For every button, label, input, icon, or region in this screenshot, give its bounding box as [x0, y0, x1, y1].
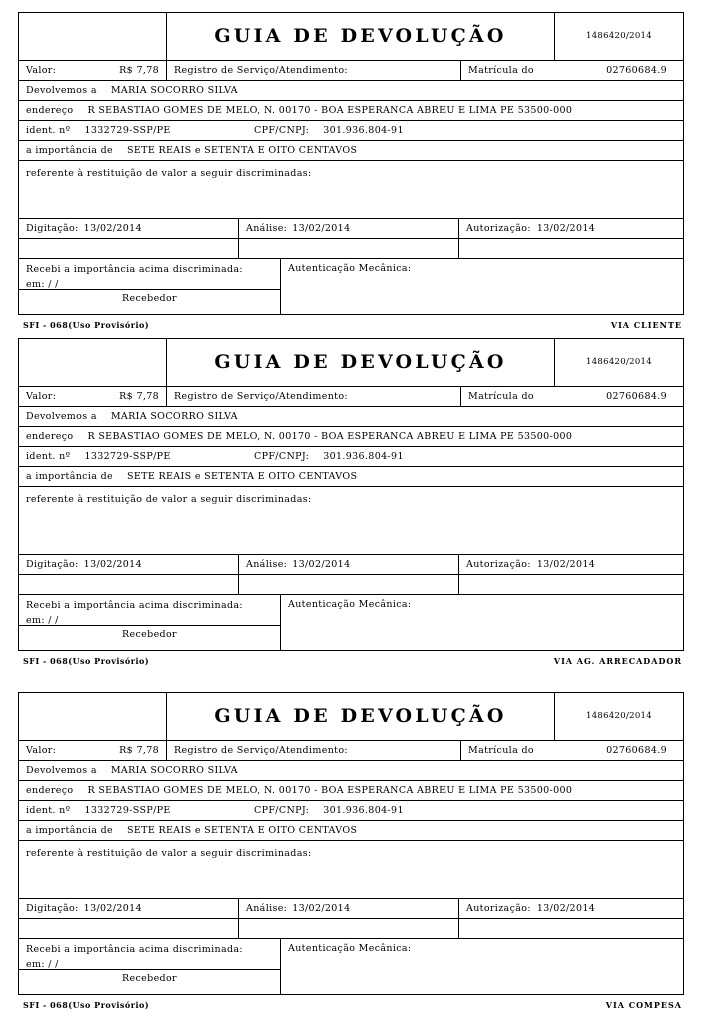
header-band — [19, 693, 683, 741]
via-label: VIA CLIENTE — [610, 320, 682, 330]
cpf-cell — [247, 801, 683, 820]
devolvemos-cell — [19, 81, 683, 100]
analise-value: 13/02/2014 — [292, 222, 351, 234]
dates-row — [19, 555, 683, 575]
digitacao-label: Digitação: — [26, 222, 79, 234]
recebi-row — [19, 595, 683, 650]
autenticacao-label: Autenticação Mecânica: — [288, 263, 412, 274]
autorizacao-label: Autorização: — [466, 902, 531, 914]
importancia-value: SETE REAIS e SETENTA E OITO CENTAVOS — [127, 144, 358, 156]
ident-row — [19, 121, 683, 141]
devolvemos-value: MARIA SOCORRO SILVA — [110, 764, 238, 776]
devolvemos-label: Devolvemos a — [26, 410, 97, 422]
valor-cell — [19, 741, 167, 760]
cpf-value: 301.936.804-91 — [323, 804, 404, 816]
voucher-frame — [18, 692, 684, 995]
ident-label: ident. nº — [26, 804, 71, 816]
importancia-label: a importância de — [26, 470, 114, 482]
registro-label: Registro de Serviço/Atendimento: — [167, 61, 461, 80]
matricula-cell — [461, 61, 683, 80]
dates-row — [19, 899, 683, 919]
digitacao-cell — [19, 899, 239, 918]
document-title-cell — [167, 693, 555, 740]
signature-blank-row — [19, 575, 683, 595]
endereco-value: R SEBASTIAO GOMES DE MELO, N. 00170 - BOA ESPERANCA ABREU E LIMA PE 53500-000 — [87, 430, 573, 442]
recebi-line-1: Recebi a importância acima discriminada: — [26, 600, 243, 611]
document-title-cell — [167, 339, 555, 386]
form-code: SFI - 068(Uso Provisório) — [23, 1000, 150, 1010]
analise-cell — [239, 555, 459, 574]
matricula-label: Matrícula do — [468, 390, 534, 402]
matricula-value: 02760684.9 — [606, 390, 667, 402]
digitacao-cell — [19, 555, 239, 574]
valor-label: Valor: — [26, 744, 57, 756]
importancia-cell — [19, 821, 683, 840]
recebedor-label: Recebedor — [122, 629, 177, 640]
voucher-frame — [18, 12, 684, 315]
ident-row — [19, 447, 683, 467]
recebi-left-block — [19, 259, 281, 314]
digitacao-value: 13/02/2014 — [83, 558, 142, 570]
document-number: 1486420/2014 — [586, 357, 652, 368]
valor-row — [19, 741, 683, 761]
devolvemos-label: Devolvemos a — [26, 764, 97, 776]
voucher-frame — [18, 338, 684, 651]
digitacao-label: Digitação: — [26, 558, 79, 570]
autorizacao-cell — [459, 899, 683, 918]
valor-value: R$ 7,78 — [119, 744, 159, 756]
cpf-label: CPF/CNPJ: — [254, 124, 310, 136]
endereco-row — [19, 101, 683, 121]
cpf-cell — [247, 447, 683, 466]
autorizacao-signature-box[interactable] — [459, 575, 683, 594]
endereco-cell — [19, 101, 683, 120]
voucher-footer-1 — [18, 315, 684, 330]
cpf-value: 301.936.804-91 — [323, 450, 404, 462]
devolvemos-value: MARIA SOCORRO SILVA — [110, 84, 238, 96]
importancia-label: a importância de — [26, 144, 114, 156]
endereco-row — [19, 781, 683, 801]
signature-blank-row — [19, 239, 683, 259]
valor-row — [19, 387, 683, 407]
referente-text: referente à restituição de valor a seguir discriminadas: — [26, 168, 312, 179]
endereco-cell — [19, 781, 683, 800]
logo-cell — [19, 13, 167, 60]
valor-row — [19, 61, 683, 81]
analise-value: 13/02/2014 — [292, 558, 351, 570]
devolvemos-row — [19, 761, 683, 781]
digitacao-signature-box[interactable] — [19, 919, 239, 938]
ident-cell — [19, 447, 247, 466]
endereco-label: endereço — [26, 784, 74, 796]
importancia-value: SETE REAIS e SETENTA E OITO CENTAVOS — [127, 824, 358, 836]
referente-row — [19, 161, 683, 219]
voucher-copy-2 — [18, 338, 684, 666]
endereco-value: R SEBASTIAO GOMES DE MELO, N. 00170 - BOA ESPERANCA ABREU E LIMA PE 53500-000 — [87, 784, 573, 796]
voucher-footer-2 — [18, 651, 684, 666]
registro-label: Registro de Serviço/Atendimento: — [167, 741, 461, 760]
signature-blank-row — [19, 919, 683, 939]
document-number: 1486420/2014 — [586, 31, 652, 42]
ident-cell — [19, 121, 247, 140]
recebi-line-1: Recebi a importância acima discriminada: — [26, 944, 243, 955]
matricula-value: 02760684.9 — [606, 64, 667, 76]
cpf-label: CPF/CNPJ: — [254, 450, 310, 462]
via-label: VIA AG. ARRECADADOR — [553, 656, 682, 666]
endereco-row — [19, 427, 683, 447]
autorizacao-cell — [459, 219, 683, 238]
cpf-value: 301.936.804-91 — [323, 124, 404, 136]
endereco-label: endereço — [26, 104, 74, 116]
analise-cell — [239, 219, 459, 238]
valor-cell — [19, 387, 167, 406]
recebi-row — [19, 939, 683, 994]
devolvemos-row — [19, 407, 683, 427]
recebi-left-block — [19, 939, 281, 994]
autorizacao-cell — [459, 555, 683, 574]
autorizacao-signature-box[interactable] — [459, 239, 683, 258]
analise-signature-box[interactable] — [239, 239, 459, 258]
analise-signature-box[interactable] — [239, 919, 459, 938]
header-band — [19, 339, 683, 387]
ident-value: 1332729-SSP/PE — [84, 124, 171, 136]
analise-label: Análise: — [246, 222, 288, 234]
logo-cell — [19, 339, 167, 386]
ident-value: 1332729-SSP/PE — [84, 804, 171, 816]
analise-value: 13/02/2014 — [292, 902, 351, 914]
logo-cell — [19, 693, 167, 740]
endereco-cell — [19, 427, 683, 446]
via-label: VIA COMPESA — [605, 1000, 682, 1010]
analise-signature-box[interactable] — [239, 575, 459, 594]
recebi-text-block — [19, 939, 280, 970]
form-code: SFI - 068(Uso Provisório) — [23, 320, 150, 330]
analise-label: Análise: — [246, 558, 288, 570]
digitacao-signature-box[interactable] — [19, 239, 239, 258]
header-band — [19, 13, 683, 61]
digitacao-signature-box[interactable] — [19, 575, 239, 594]
autorizacao-value: 13/02/2014 — [536, 902, 596, 914]
autorizacao-signature-box[interactable] — [459, 919, 683, 938]
voucher-footer-3 — [18, 995, 684, 1010]
referente-text: referente à restituição de valor a seguir discriminadas: — [26, 848, 312, 859]
importancia-cell — [19, 467, 683, 486]
valor-label: Valor: — [26, 390, 57, 402]
devolvemos-row — [19, 81, 683, 101]
digitacao-value: 13/02/2014 — [83, 902, 142, 914]
cpf-label: CPF/CNPJ: — [254, 804, 310, 816]
matricula-cell — [461, 741, 683, 760]
recebedor-label: Recebedor — [122, 293, 177, 304]
valor-value: R$ 7,78 — [119, 64, 159, 76]
ident-row — [19, 801, 683, 821]
recebi-line-1: Recebi a importância acima discriminada: — [26, 264, 243, 275]
importancia-label: a importância de — [26, 824, 114, 836]
valor-value: R$ 7,78 — [119, 390, 159, 402]
cpf-cell — [247, 121, 683, 140]
recebi-text-block — [19, 595, 280, 626]
recebi-text-block — [19, 259, 280, 290]
importancia-cell — [19, 141, 683, 160]
matricula-label: Matrícula do — [468, 744, 534, 756]
ident-label: ident. nº — [26, 450, 71, 462]
autorizacao-label: Autorização: — [466, 558, 531, 570]
autorizacao-label: Autorização: — [466, 222, 531, 234]
matricula-label: Matrícula do — [468, 64, 534, 76]
document-title-cell — [167, 13, 555, 60]
autorizacao-value: 13/02/2014 — [536, 558, 596, 570]
registro-label: Registro de Serviço/Atendimento: — [167, 387, 461, 406]
referente-row — [19, 487, 683, 555]
matricula-cell — [461, 387, 683, 406]
autorizacao-value: 13/02/2014 — [536, 222, 596, 234]
voucher-copy-1 — [18, 12, 684, 330]
devolvemos-cell — [19, 761, 683, 780]
recebi-line-2: em: / / — [26, 614, 59, 626]
document-number: 1486420/2014 — [586, 711, 652, 722]
analise-label: Análise: — [246, 902, 288, 914]
referente-row — [19, 841, 683, 899]
dates-row — [19, 219, 683, 239]
document-title: GUIA DE DEVOLUÇÃO — [214, 350, 507, 373]
autenticacao-label: Autenticação Mecânica: — [288, 943, 412, 954]
referente-text: referente à restituição de valor a seguir discriminadas: — [26, 494, 312, 505]
autenticacao-label: Autenticação Mecânica: — [288, 599, 412, 610]
importancia-row — [19, 141, 683, 161]
digitacao-cell — [19, 219, 239, 238]
ident-cell — [19, 801, 247, 820]
importancia-row — [19, 467, 683, 487]
importancia-value: SETE REAIS e SETENTA E OITO CENTAVOS — [127, 470, 358, 482]
devolvemos-value: MARIA SOCORRO SILVA — [110, 410, 238, 422]
devolvemos-cell — [19, 407, 683, 426]
devolvemos-label: Devolvemos a — [26, 84, 97, 96]
valor-cell — [19, 61, 167, 80]
ident-value: 1332729-SSP/PE — [84, 450, 171, 462]
digitacao-value: 13/02/2014 — [83, 222, 142, 234]
voucher-copy-3 — [18, 692, 684, 1010]
endereco-value: R SEBASTIAO GOMES DE MELO, N. 00170 - BOA ESPERANCA ABREU E LIMA PE 53500-000 — [87, 104, 573, 116]
endereco-label: endereço — [26, 430, 74, 442]
importancia-row — [19, 821, 683, 841]
recebi-row — [19, 259, 683, 314]
recebedor-label: Recebedor — [122, 973, 177, 984]
document-title: GUIA DE DEVOLUÇÃO — [214, 704, 507, 727]
digitacao-label: Digitação: — [26, 902, 79, 914]
recebi-line-2: em: / / — [26, 278, 59, 290]
form-code: SFI - 068(Uso Provisório) — [23, 656, 150, 666]
document-title: GUIA DE DEVOLUÇÃO — [214, 24, 507, 47]
valor-label: Valor: — [26, 64, 57, 76]
recebi-left-block — [19, 595, 281, 650]
recebi-line-2: em: / / — [26, 958, 59, 970]
analise-cell — [239, 899, 459, 918]
matricula-value: 02760684.9 — [606, 744, 667, 756]
ident-label: ident. nº — [26, 124, 71, 136]
